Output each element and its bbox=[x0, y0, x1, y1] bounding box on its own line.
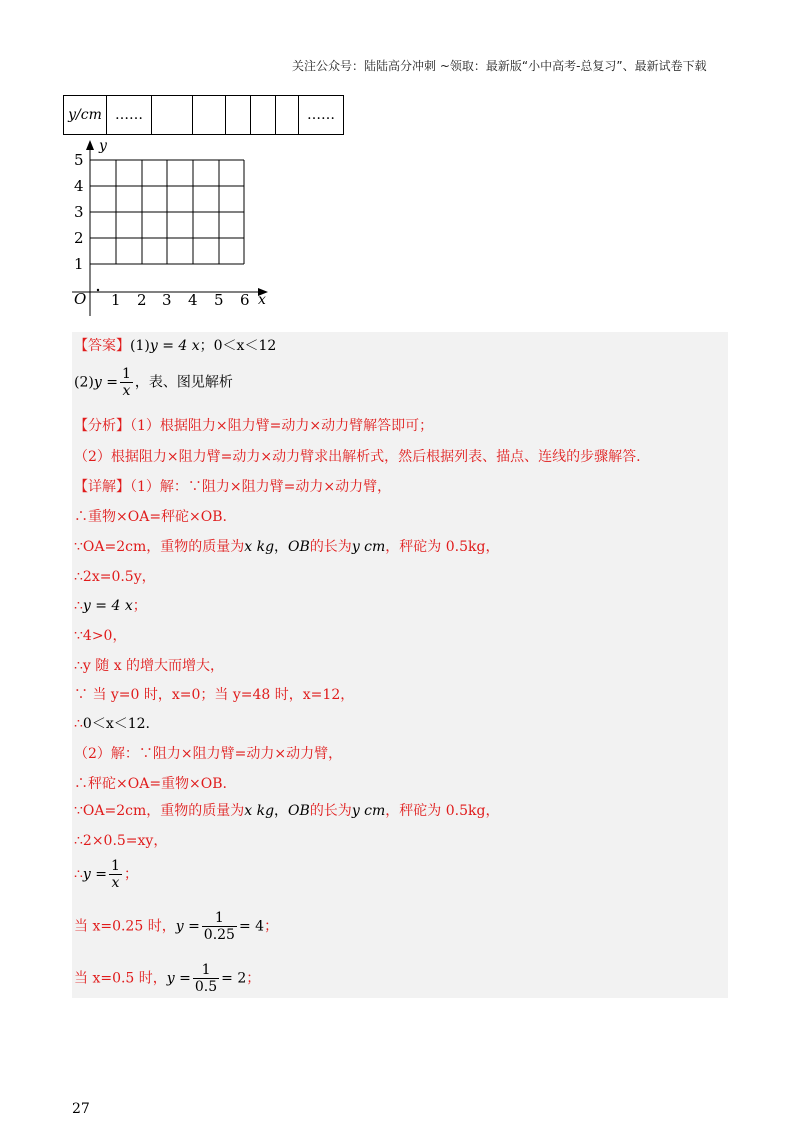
detail-line-14: （2）解：∵阻力×阻力臂=动力×动力臂， bbox=[74, 746, 343, 762]
math-span: OB bbox=[288, 803, 310, 819]
text-span: ； bbox=[132, 598, 147, 614]
fraction-numerator: 1 bbox=[214, 910, 224, 926]
answer-tag: 【答案】 bbox=[74, 338, 130, 354]
text-span: ； bbox=[123, 866, 138, 883]
x-tick-label: 4 bbox=[188, 291, 198, 309]
answer-equation: y = 4 x bbox=[149, 338, 200, 354]
fraction-denominator: 0.5 bbox=[194, 979, 218, 995]
x-tick-label: 5 bbox=[214, 291, 224, 309]
grid-lines bbox=[90, 160, 244, 264]
analysis-line-2: （2）根据阻力×阻力臂=动力×动力臂求出解析式，然后根据列表、描点、连线的步骤解答. bbox=[74, 449, 641, 465]
fraction-denominator: 0.25 bbox=[203, 927, 235, 943]
fraction-numerator: 1 bbox=[111, 858, 120, 874]
text-span: ，秤砣为 0.5kg， bbox=[385, 539, 500, 555]
text-span: ， bbox=[274, 803, 289, 819]
coordinate-grid bbox=[62, 138, 282, 322]
y-tick-label: 2 bbox=[74, 229, 84, 247]
y-tick-label: 1 bbox=[74, 255, 84, 273]
text-span: 的长为 bbox=[309, 803, 352, 819]
analysis-line bbox=[74, 415, 433, 435]
grid-svg bbox=[62, 138, 282, 318]
detail-line-8: ∴2x=0.5y， bbox=[74, 569, 156, 585]
fraction bbox=[202, 910, 237, 943]
value-table bbox=[63, 95, 344, 135]
x-tick-label: 3 bbox=[162, 291, 172, 309]
text-span: ∵OA=2cm，重物的质量为 bbox=[74, 803, 245, 819]
y-tick-label: 3 bbox=[74, 203, 84, 221]
y-axis-label: y bbox=[99, 138, 107, 154]
y-tick-label: 4 bbox=[74, 177, 84, 195]
detail-line-18 bbox=[74, 858, 138, 891]
equation-lhs: y = bbox=[82, 866, 108, 883]
detail-line-12: ∵ 当 y=0 时，x=0；当 y=48 时，x=12， bbox=[74, 687, 355, 703]
text-span: 当 x=0.25 时， bbox=[74, 918, 176, 935]
origin-dot bbox=[97, 289, 99, 291]
x-axis-label: x bbox=[258, 292, 266, 308]
detail-line-7 bbox=[74, 536, 499, 556]
text-span: ， bbox=[274, 539, 289, 555]
detail-line-16 bbox=[74, 800, 499, 820]
detail-tag: 【详解】 bbox=[74, 479, 130, 495]
table-cell bbox=[276, 96, 299, 135]
table-cell bbox=[193, 96, 226, 135]
page-number: 27 bbox=[72, 1101, 90, 1117]
answer-range: ；0＜x＜12 bbox=[199, 338, 277, 354]
detail-line-13 bbox=[74, 713, 150, 733]
table-cell: …… bbox=[299, 96, 344, 135]
math-span: y = 4 x bbox=[82, 598, 133, 614]
detail-line-17: ∴2×0.5=xy， bbox=[74, 833, 168, 849]
math-span: x kg bbox=[244, 803, 275, 819]
text-span: ； bbox=[264, 918, 279, 935]
fraction bbox=[193, 962, 219, 995]
text-span: ∵OA=2cm，重物的质量为 bbox=[74, 539, 245, 555]
x-tick-labels bbox=[111, 291, 250, 309]
answer-line-2 bbox=[74, 366, 233, 399]
table-row bbox=[64, 96, 344, 135]
equation-lhs: y = bbox=[166, 970, 191, 987]
y-axis-arrow bbox=[86, 140, 94, 150]
detail-line-20 bbox=[74, 962, 260, 995]
x-tick-label: 2 bbox=[137, 291, 147, 309]
answer-line bbox=[74, 335, 276, 355]
answer-part: (2) bbox=[74, 374, 94, 391]
x-tick-label: 6 bbox=[240, 291, 250, 309]
text-span: ∴ bbox=[74, 866, 83, 883]
equation-lhs: y = bbox=[175, 918, 200, 935]
text-span: ∴ bbox=[74, 716, 83, 732]
y-tick-label: 5 bbox=[74, 151, 84, 169]
origin-label: O bbox=[74, 290, 87, 308]
detail-line bbox=[74, 476, 391, 496]
answer-note: ，表、图见解析 bbox=[134, 374, 233, 391]
x-tick-label: 1 bbox=[111, 291, 121, 309]
equation-rhs: = 4 bbox=[238, 918, 265, 935]
table-cell bbox=[251, 96, 276, 135]
math-span: 0＜x＜12 bbox=[82, 716, 146, 732]
fraction bbox=[120, 366, 133, 399]
math-span: y cm bbox=[351, 803, 386, 819]
page-header: 关注公众号：陆陆高分冲刺 ~领取：最新版“小中高考-总复习”、最新试卷下载 bbox=[292, 59, 707, 73]
table-cell bbox=[152, 96, 193, 135]
table-cell: …… bbox=[107, 96, 152, 135]
analysis-text: （1）根据阻力×阻力臂=动力×动力臂解答即可； bbox=[130, 418, 434, 434]
y-tick-labels bbox=[74, 151, 84, 273]
answer-part: (1) bbox=[130, 338, 150, 354]
fraction-denominator: x bbox=[120, 382, 133, 399]
text-span: . bbox=[145, 716, 150, 732]
detail-line-9 bbox=[74, 595, 147, 615]
detail-line-19 bbox=[74, 910, 278, 943]
equation-lhs: y = bbox=[93, 374, 118, 391]
text-span: ∴ bbox=[74, 598, 83, 614]
fraction-denominator: x bbox=[109, 874, 122, 891]
detail-text: （1）解：∵阻力×阻力臂=动力×动力臂， bbox=[130, 479, 392, 495]
detail-line-6: ∴重物×OA=秤砣×OB. bbox=[74, 509, 227, 525]
text-span: ，秤砣为 0.5kg， bbox=[385, 803, 500, 819]
analysis-tag: 【分析】 bbox=[74, 418, 130, 434]
detail-line-11: ∴y 随 x 的增大而增大， bbox=[74, 658, 225, 674]
table-row-label: y/cm bbox=[64, 96, 107, 135]
detail-line-15: ∴秤砣×OA=重物×OB. bbox=[74, 776, 227, 792]
fraction-numerator: 1 bbox=[201, 962, 211, 978]
math-span: y cm bbox=[351, 539, 386, 555]
fraction bbox=[109, 858, 122, 891]
fraction-numerator: 1 bbox=[121, 366, 131, 382]
equation-rhs: = 2 bbox=[221, 970, 247, 987]
math-span: x kg bbox=[244, 539, 275, 555]
table-cell bbox=[226, 96, 251, 135]
text-span: 的长为 bbox=[309, 539, 352, 555]
detail-line-10: ∵4>0， bbox=[74, 628, 127, 644]
math-span: OB bbox=[288, 539, 310, 555]
text-span: 当 x=0.5 时， bbox=[74, 970, 167, 987]
text-span: ； bbox=[246, 970, 261, 987]
